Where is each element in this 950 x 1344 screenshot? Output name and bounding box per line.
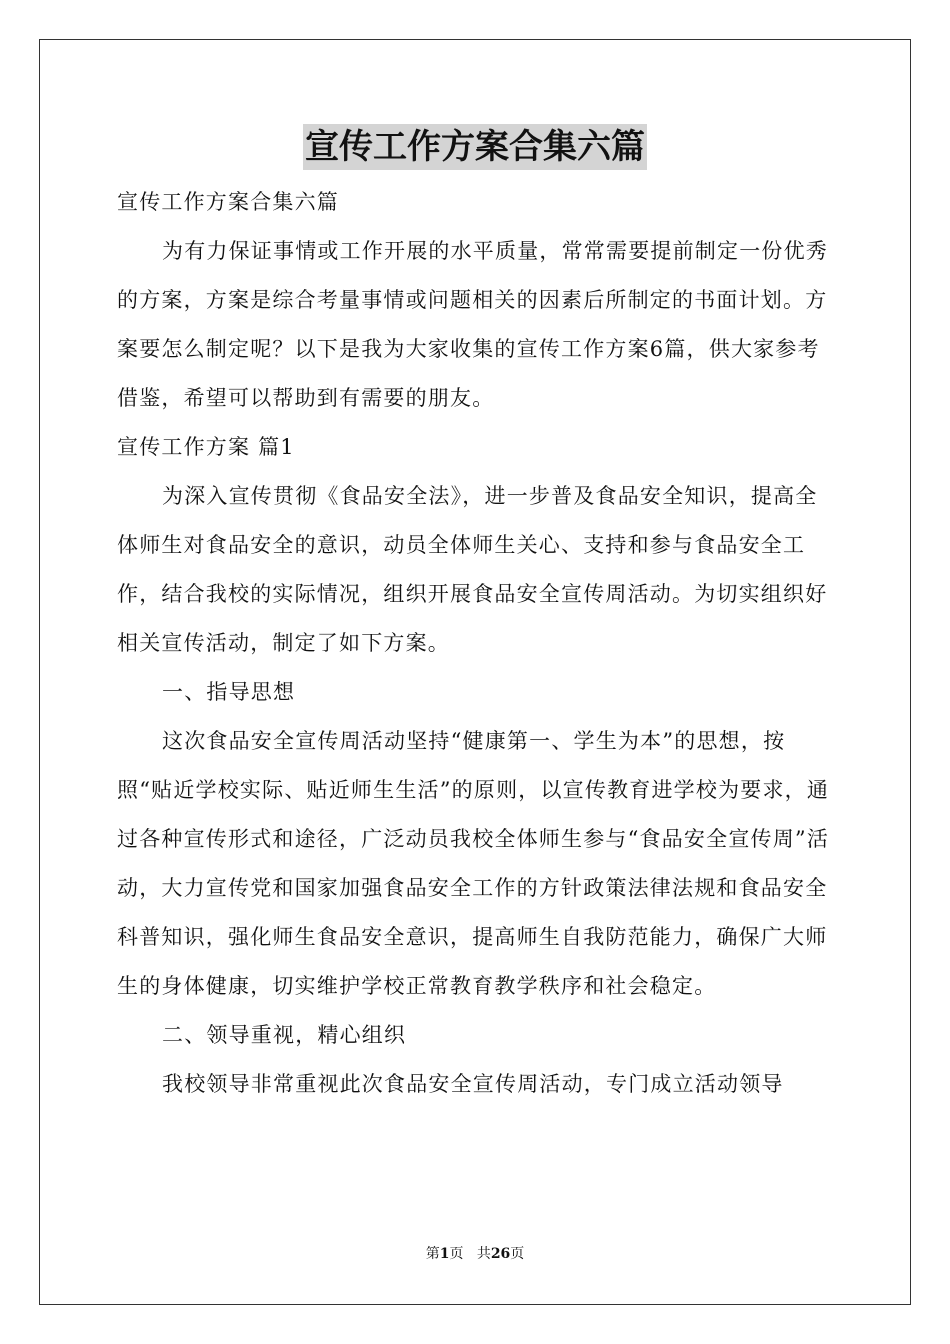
paragraph-subtitle: 宣传工作方案合集六篇 <box>117 190 339 214</box>
paragraph-purpose: 为深入宣传贯彻《食品安全法》，进一步普及食品安全知识，提高全体师生对食品安全的意识，动员全体师生关心、支持和参与食品安全工作，结合我校的实际情况，组织开展食品安全宣传周活动。为切实组织好相关宣传活动，制定了如下方案。 <box>117 484 828 655</box>
footer-page-number: 1 <box>439 1246 450 1262</box>
footer-prefix: 第 <box>425 1246 440 1262</box>
footer-total-suffix: 页 <box>510 1246 525 1262</box>
document-title: 宣传工作方案合集六篇 <box>303 124 647 170</box>
paragraph-heading-leadership: 二、领导重视，精心组织 <box>162 1023 407 1047</box>
document-body <box>117 178 835 1109</box>
paragraph-heading-guiding-thought: 一、指导思想 <box>162 680 296 704</box>
page-footer <box>0 1244 950 1264</box>
footer-total-prefix: 共 <box>476 1246 491 1262</box>
title-container <box>0 124 950 170</box>
footer-total-pages: 26 <box>490 1246 511 1262</box>
paragraph-intro: 为有力保证事情或工作开展的水平质量，常常需要提前制定一份优秀的方案，方案是综合考量事情或问题相关的因素后所制定的书面计划。方案要怎么制定呢？以下是我为大家收集的宣传工作方案6篇，供大家参考借鉴，希望可以帮助到有需要的朋友。 <box>117 239 828 410</box>
paragraph-guiding-thought: 这次食品安全宣传周活动坚持“健康第一、学生为本”的思想，按照“贴近学校实际、贴近师生生活”的原则，以宣传教育进学校为要求，通过各种宣传形式和途径，广泛动员我校全体师生参与“食品安全宣传周”活动，大力宣传党和国家加强食品安全工作的方针政策法律法规和食品安全科普知识，强化师生食品安全意识，提高师生自我防范能力，确保广大师生的身体健康，切实维护学校正常教育教学秩序和社会稳定。 <box>117 729 830 998</box>
paragraph-section-heading: 宣传工作方案 篇1 <box>117 435 295 459</box>
footer-page-suffix: 页 <box>449 1246 464 1262</box>
paragraph-leadership: 我校领导非常重视此次食品安全宣传周活动，专门成立活动领导 <box>162 1072 784 1096</box>
